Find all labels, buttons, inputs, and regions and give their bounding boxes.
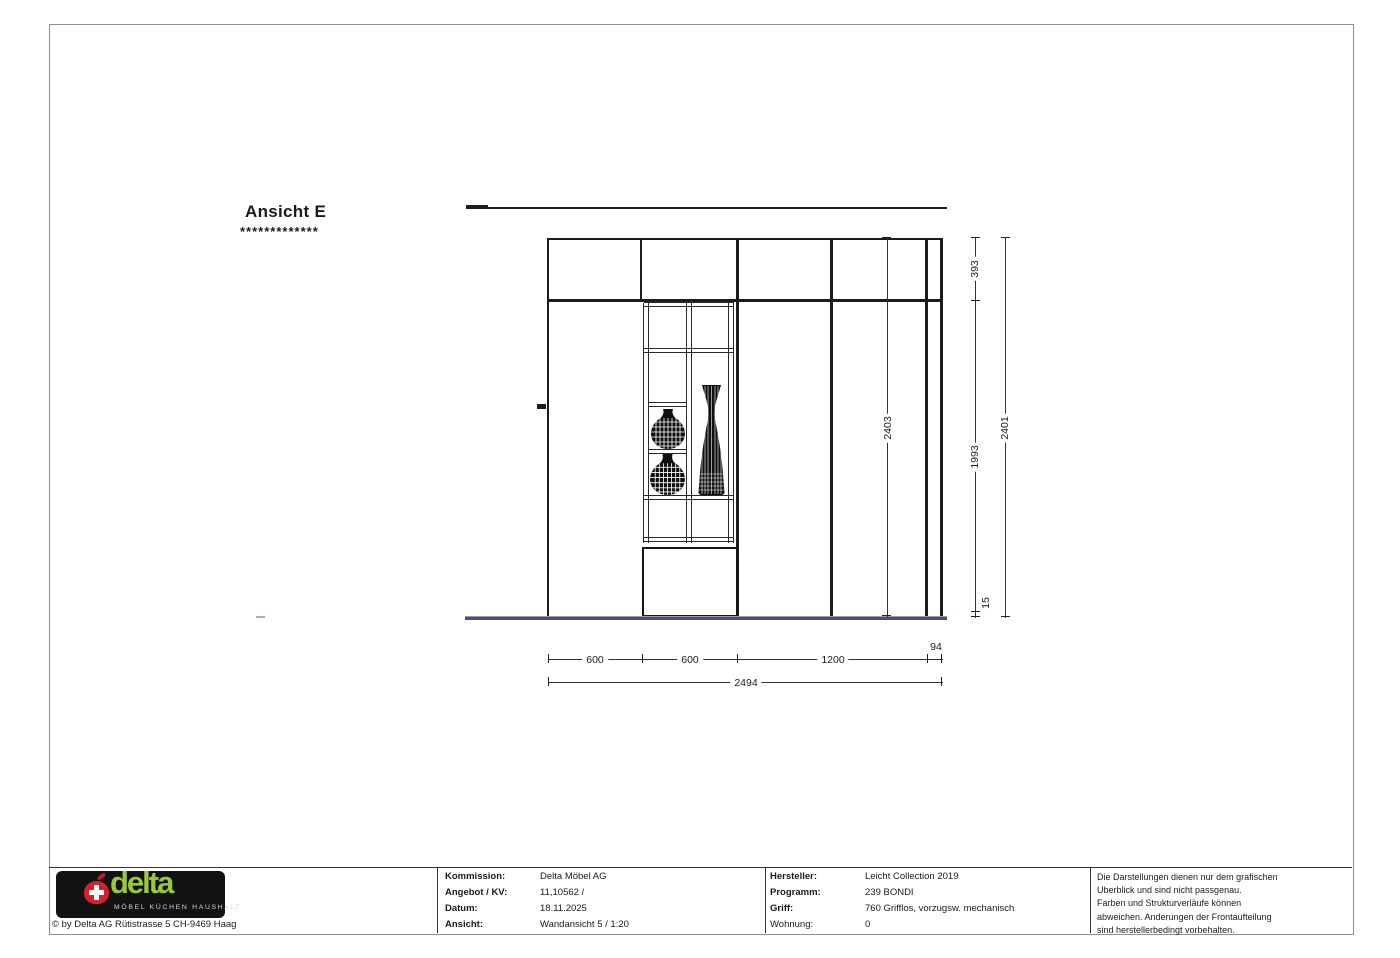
dimension-tick [548, 677, 549, 686]
dimension-tick [737, 654, 738, 663]
upper-band-divider [830, 238, 833, 302]
dimension-tick [642, 654, 643, 663]
field-value: 18.11.2025 [540, 903, 587, 914]
dimension-tick [927, 654, 928, 663]
titleblock-divider [437, 867, 438, 933]
dimension-label-1200: 1200 [817, 654, 848, 666]
dimension-tick [548, 654, 549, 663]
dimension-label-total-width: 2494 [730, 677, 761, 689]
shelf-board [649, 402, 687, 407]
field-value: Wandansicht 5 / 1:20 [540, 919, 629, 930]
upper-band-divider [640, 238, 642, 302]
dimension-label-94: 94 [930, 641, 942, 653]
door-handle-mark [537, 404, 546, 409]
logo-brand-text: delta [110, 865, 173, 900]
dimension-label-height-total: 2401 [999, 413, 1011, 442]
delta-logo [56, 865, 242, 918]
field-label: Hersteller: [770, 871, 817, 882]
shelf-board [644, 348, 734, 353]
field-value: 0 [865, 919, 871, 930]
shelf-board [644, 537, 734, 542]
disclaimer-line: Farben und Strukturverläufe können [1097, 898, 1242, 909]
dimension-label-height-inner: 2403 [882, 413, 894, 442]
apple-leaf-icon [96, 873, 106, 881]
cabinet-top-line [547, 238, 943, 240]
door-divider [830, 301, 833, 617]
field-value: 760 Grifflos, vorzugsw. mechanisch [865, 903, 1015, 914]
disclaimer-line: sind herstellerbedingt vorbehalten. [1097, 924, 1235, 935]
door-divider [925, 301, 928, 617]
field-value: Leicht Collection 2019 [865, 871, 959, 882]
dimension-tick [971, 616, 980, 617]
dimension-tick [1001, 616, 1010, 617]
titleblock-divider [765, 867, 766, 933]
round-vase-icon [649, 453, 686, 496]
dimension-label-15: 15 [980, 597, 992, 609]
floor-line [465, 616, 947, 620]
dimension-tick [941, 677, 942, 686]
view-title-stars: ************* [240, 224, 319, 239]
shelf-side-panel [728, 303, 734, 543]
dimension-tick [971, 237, 980, 238]
wall-line [466, 207, 947, 209]
disclaimer-line: Uberblick und sind nicht passgenau. [1097, 885, 1242, 896]
apple-logo-icon [84, 881, 109, 904]
field-label: Ansicht: [445, 919, 483, 930]
dimension-tick [971, 611, 980, 612]
field-label: Angebot / KV: [445, 887, 508, 898]
copyright-text: © by Delta AG Rütistrasse 5 CH-9469 Haag [52, 919, 237, 930]
titleblock-divider [1090, 867, 1091, 933]
dimension-tick [971, 300, 980, 301]
field-label: Datum: [445, 903, 478, 914]
upper-band-divider [736, 238, 739, 302]
titleblock-top-border [49, 867, 1352, 868]
dimension-label-600b: 600 [677, 654, 703, 666]
dimension-tick [882, 615, 891, 616]
field-label: Griff: [770, 903, 794, 914]
dimension-tick [941, 654, 942, 663]
cabinet-right-edge [940, 301, 943, 617]
disclaimer-text [1097, 871, 1278, 937]
field-value: 11,10562 / [540, 887, 585, 898]
dimension-label-1993: 1993 [969, 442, 981, 471]
field-label: Kommission: [445, 871, 506, 882]
disclaimer-line: Die Darstellungen dienen nur dem grafischen [1097, 872, 1278, 882]
wall-line-end-mark [466, 205, 488, 209]
floor-line-stub [256, 616, 265, 618]
field-value: Delta Möbel AG [540, 871, 607, 882]
shelf-middle-panel [686, 303, 692, 543]
swiss-cross-icon [89, 890, 104, 895]
field-label: Programm: [770, 887, 821, 898]
upper-band-right-edge [940, 238, 943, 302]
dimension-tick [1001, 237, 1010, 238]
shelf-side-panel [643, 303, 649, 543]
tall-vase-icon [695, 384, 728, 496]
round-vase-icon [650, 408, 686, 450]
logo-tagline: MÖBEL KÜCHEN HAUSHALT [114, 904, 242, 911]
upper-band-left-edge [547, 238, 549, 302]
dimension-label-393: 393 [969, 257, 981, 281]
base-cabinet-outline [642, 547, 738, 617]
dimension-line [975, 238, 976, 618]
dimension-label-600a: 600 [582, 654, 608, 666]
upper-band-divider [925, 238, 928, 302]
upper-band-bottom-line [547, 299, 943, 302]
field-value: 239 BONDI [865, 887, 914, 898]
disclaimer-line: abweichen. Anderungen der Frontaufteilung [1097, 911, 1272, 922]
view-title: Ansicht E [245, 202, 327, 221]
field-label: Wohnung: [770, 919, 814, 930]
shelf-board [644, 302, 734, 307]
cabinet-left-edge [547, 301, 549, 617]
dimension-tick [882, 237, 891, 238]
